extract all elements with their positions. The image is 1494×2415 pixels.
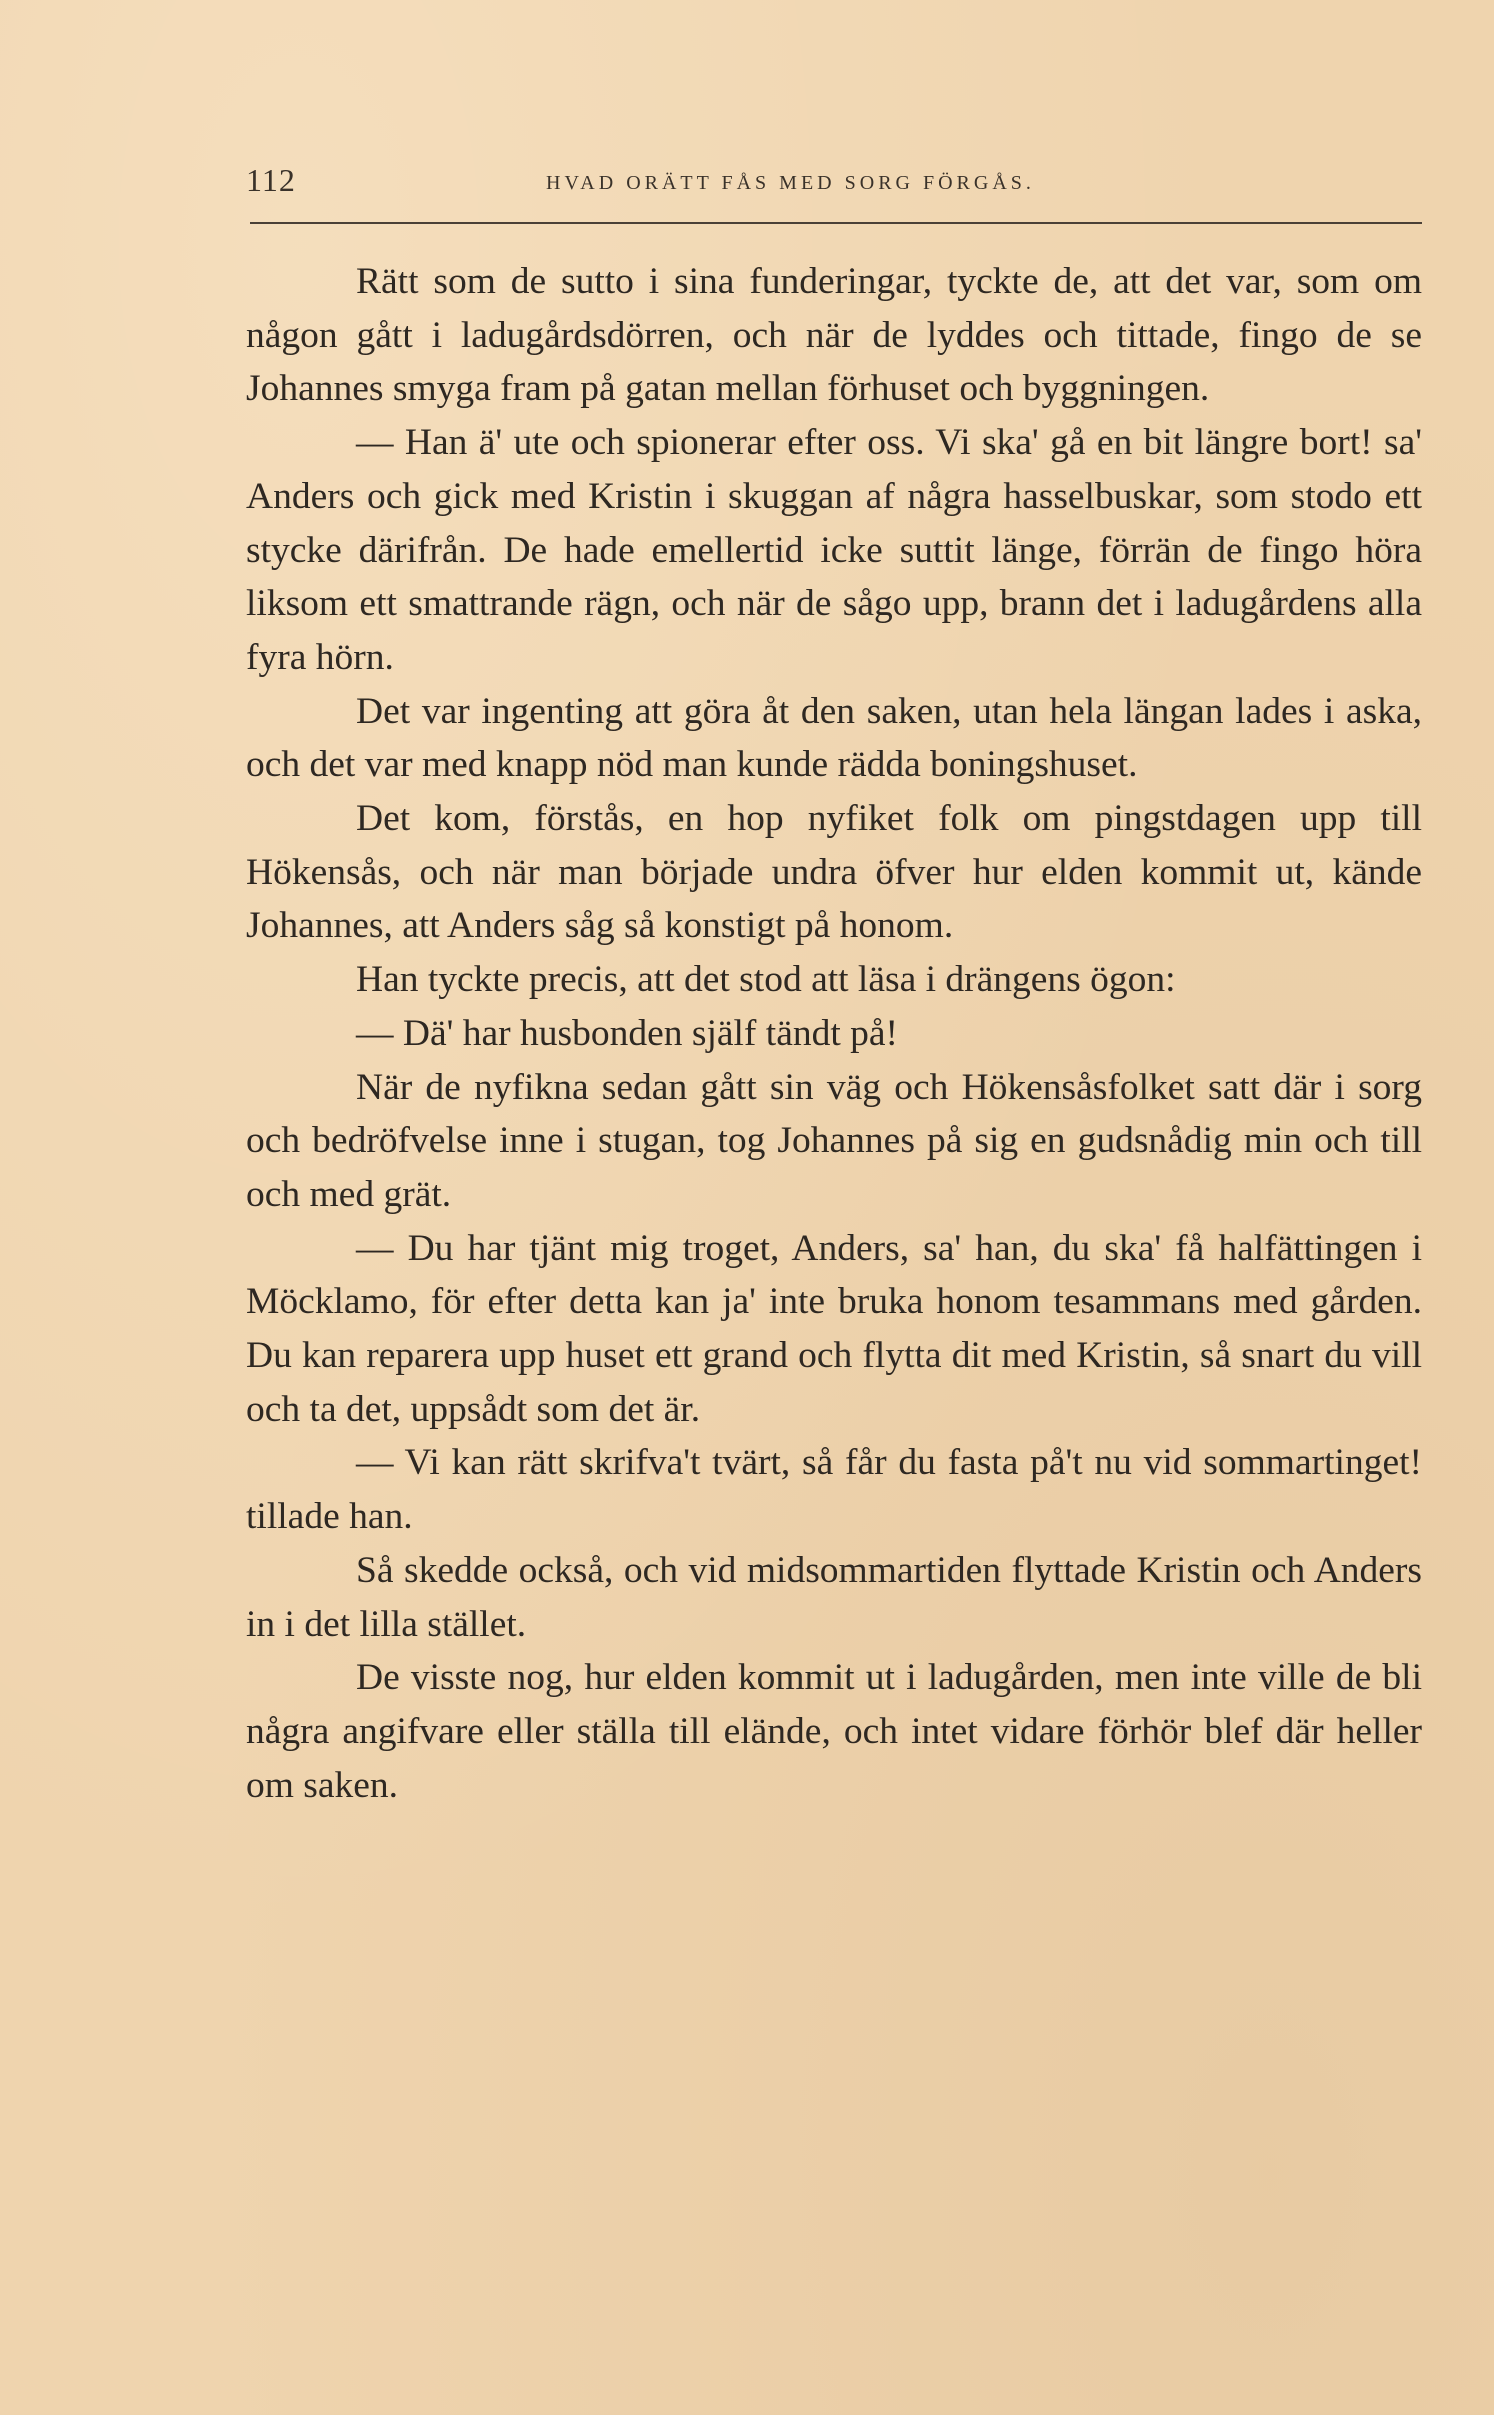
running-title: HVAD ORÄTT FÅS MED SORG FÖRGÅS.	[546, 172, 1035, 194]
page-header	[246, 162, 1422, 216]
paragraph: Det var ingenting att göra åt den saken, utan hela längan lades i aska, och det var med knapp nöd man kunde rädda boningshuset.	[246, 690, 1422, 786]
paragraph: Så skedde också, och vid midsommartiden flyttade Kristin och Anders in i det lilla stället.	[246, 1549, 1422, 1645]
paragraph: — Dä' har husbonden själf tändt på!	[356, 1012, 899, 1054]
paragraph: Det kom, förstås, en hop nyfiket folk om pingstdagen upp till Hökensås, och när man började undra öfver hur elden kommit ut, kände Johannes, att Anders såg så konstigt på honom.	[246, 798, 1422, 947]
paragraph: Rätt som de sutto i sina funderingar, tyckte de, att det var, som om någon gått i ladugårdsdörren, och när de lyddes och tittade, fingo de se Johannes smyga fram på gatan mellan förhuset och byggningen.	[246, 261, 1422, 410]
paragraph: När de nyfikna sedan gått sin väg och Hökensåsfolket satt där i sorg och bedröfvelse inne i stugan, tog Johannes på sig en gudsnådig min och till och med grät.	[246, 1066, 1422, 1215]
body-text	[246, 255, 1422, 1812]
header-rule	[250, 222, 1422, 224]
paragraph: — Vi kan rätt skrifva't tvärt, så får du fasta på't nu vid sommartinget! tillade han.	[246, 1442, 1422, 1538]
paragraph: De visste nog, hur elden kommit ut i ladugården, men inte ville de bli några angifvare eller ställa till elände, och intet vidare förhör blef där heller om saken.	[246, 1657, 1422, 1806]
paragraph: Han tyckte precis, att det stod att läsa i drängens ögon:	[356, 959, 1176, 1001]
paragraph: — Du har tjänt mig troget, Anders, sa' han, du ska' få halfättingen i Möcklamo, för efter detta kan ja' inte bruka honom tesammans med gården. Du kan reparera upp huset ett grand och flytta dit med Kristin, så snart du vill och ta det, uppsådt som det är.	[246, 1227, 1422, 1430]
paragraph: — Han ä' ute och spionerar efter oss. Vi ska' gå en bit längre bort! sa' Anders och gick med Kristin i skuggan af några hasselbuskar, som stodo ett stycke därifrån. De hade emellertid icke suttit länge, förrän de fingo höra liksom ett smattrande rägn, och när de sågo upp, brann det i ladugårdens alla fyra hörn.	[246, 422, 1422, 678]
page-number: 112	[246, 162, 296, 198]
